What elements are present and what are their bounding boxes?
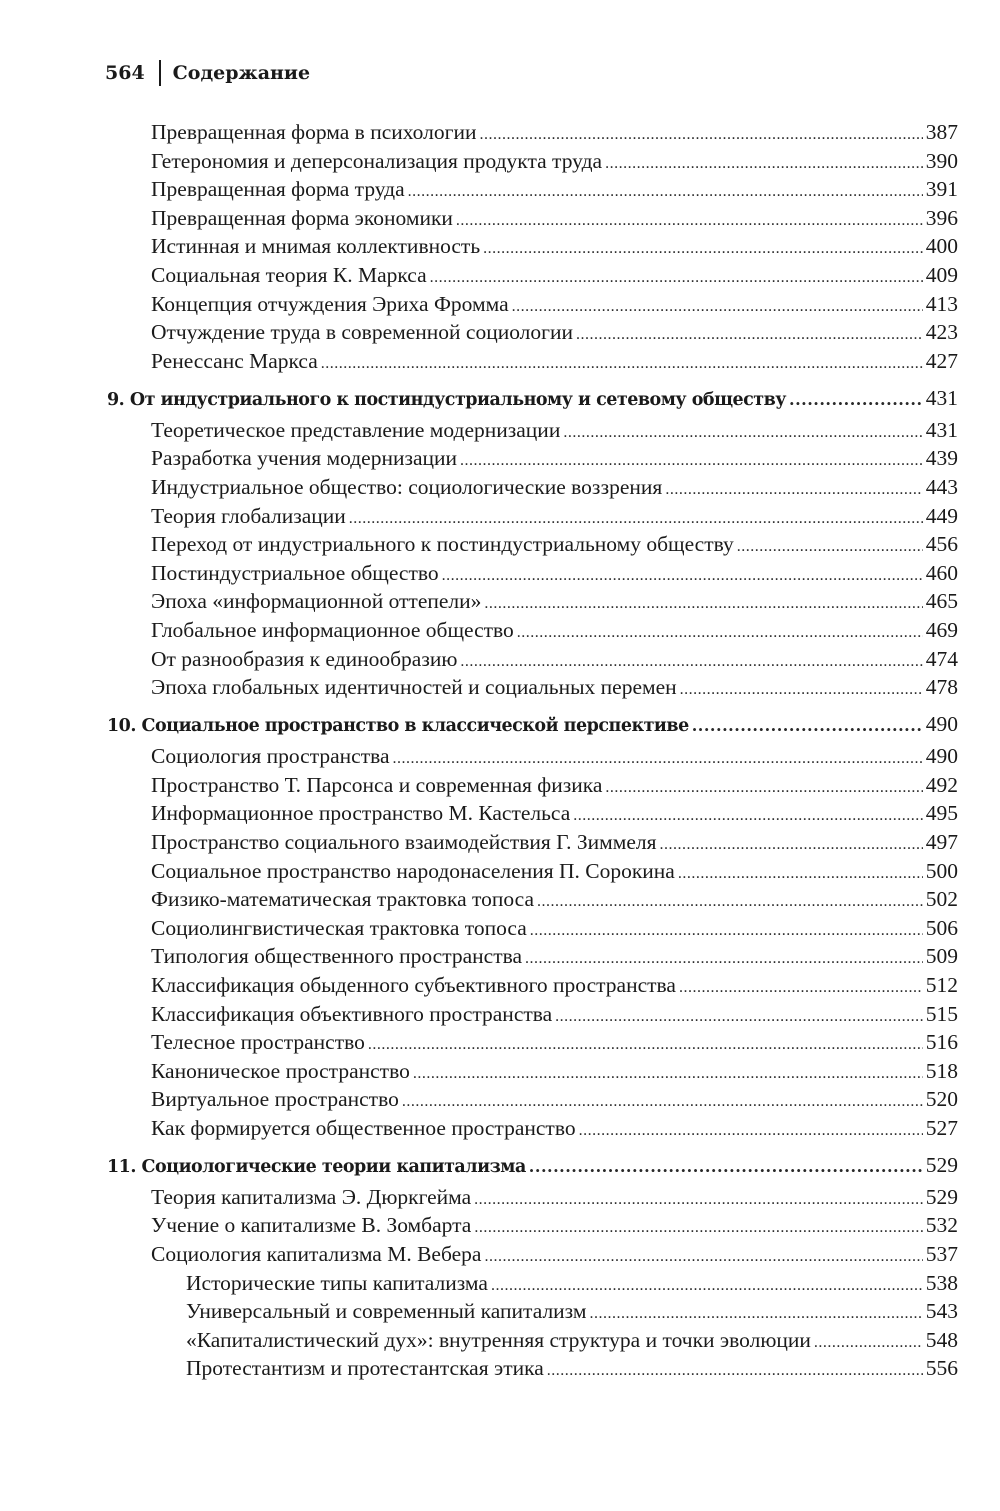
toc-entry-title: 10. Социальное пространство в классической перспективе [107,716,689,736]
toc-entry [151,942,958,973]
toc-entry-title: Теория глобализации [151,504,346,528]
toc-entry [151,616,958,647]
dot-leader [408,178,923,206]
dot-leader [430,264,923,292]
header-title: Содержание [172,62,311,84]
page-header [105,60,310,86]
toc-entry-title: Превращенная форма труда [151,177,405,201]
toc-entry [151,347,958,378]
dot-leader [789,386,923,414]
toc-entry-page: 423 [925,320,958,344]
dot-leader [525,945,923,973]
toc-entry-title: Социальное пространство народонаселения П. Сорокина [151,859,675,883]
dot-leader [484,1243,922,1271]
toc-entry [151,232,958,263]
toc-entry-title: Истинная и мнимая коллективность [151,234,481,258]
toc-entry-title: Протестантизм и протестантская этика [186,1356,544,1380]
toc-entry [151,290,958,321]
toc-entry-page: 548 [925,1328,958,1352]
toc-entry-page: 413 [925,292,958,316]
toc-entry-title: Разработка учения модернизации [151,446,458,470]
toc-entry-title: Классификация объективного пространства [151,1002,553,1026]
dot-leader [605,774,922,802]
dot-leader [679,974,923,1002]
dot-leader [814,1329,923,1357]
toc-entry-page: 538 [925,1271,958,1295]
dot-leader [474,1214,922,1242]
dot-leader [321,350,923,378]
dot-leader [547,1357,923,1385]
dot-leader [442,562,923,590]
toc-entry-page: 556 [925,1356,958,1380]
dot-leader [349,505,923,533]
toc-entry-title: «Капиталистический дух»: внутренняя структура и точки эволюции [186,1328,811,1352]
toc-entry [186,1297,958,1328]
toc-entry-title: Физико-математическая трактовка топоса [151,887,535,911]
toc-entry-title: Гетерономия и деперсонализация продукта труда [151,149,603,173]
toc-entry-title: Ренессанс Маркса [151,349,318,373]
toc-entry-title: Постиндустриальное общество [151,561,439,585]
dot-leader [512,293,923,321]
dot-leader [563,419,922,447]
toc-entry-title: Отчуждение труда в современной социологии [151,320,573,344]
toc-entry-title: Индустриальное общество: социологические воззрения [151,475,663,499]
dot-leader [456,207,923,235]
toc-entry [151,118,958,149]
toc-entry-title: Пространство Т. Парсонса и современная физика [151,773,603,797]
toc-entry-title: Социология пространства [151,744,390,768]
toc-entry [151,645,958,676]
toc-entry [151,885,958,916]
toc-entry [151,175,958,206]
toc-entry [151,1114,958,1145]
toc-entry [151,530,958,561]
toc-entry [151,559,958,590]
toc-entry-title: 9. От индустриального к постиндустриальному и сетевому обществу [107,390,786,410]
toc-entry [151,1211,958,1242]
dot-leader [737,533,923,561]
toc-entry-page: 515 [925,1002,958,1026]
toc-entry [151,828,958,859]
toc-chapter-entry [107,1151,958,1181]
toc-entry-page: 506 [925,916,958,940]
toc-entry [151,1085,958,1116]
toc-entry-title: Переход от индустриального к постиндустриальному обществу [151,532,734,556]
dot-leader [402,1088,923,1116]
dot-leader [460,648,922,676]
toc-entry [151,1028,958,1059]
toc-entry-title: Информационное пространство М. Кастельса [151,801,571,825]
dot-leader [529,1153,923,1181]
toc-entry [151,971,958,1002]
toc-entry-page: 516 [925,1030,958,1054]
toc-entry-title: Типология общественного пространства [151,944,523,968]
toc-chapter-entry [107,384,958,414]
toc-entry-page: 390 [925,149,958,173]
toc-entry-title: Учение о капитализме В. Зомбарта [151,1213,472,1237]
toc-entry-title: Эпоха «информационной оттепели» [151,589,482,613]
toc-entry-title: Как формируется общественное пространство [151,1116,576,1140]
toc-entry-title: Исторические типы капитализма [186,1271,488,1295]
toc-entry [151,473,958,504]
dot-leader [413,1060,923,1088]
toc-entry-page: 469 [925,618,958,642]
toc-entry-page: 495 [925,801,958,825]
toc-entry-title: Универсальный и современный капитализм [186,1299,587,1323]
toc-entry-page: 520 [925,1087,958,1111]
dot-leader [484,590,922,618]
toc-entry-page: 529 [925,1153,958,1177]
toc-entry [151,857,958,888]
toc-entry [151,318,958,349]
toc-entry-page: 387 [925,120,958,144]
toc-entry-page: 460 [925,561,958,585]
dot-leader [680,676,923,704]
header-divider [159,60,161,86]
dot-leader [460,447,923,475]
dot-leader [579,1117,923,1145]
toc-entry-page: 396 [925,206,958,230]
toc-entry-page: 529 [925,1185,958,1209]
toc-entry-title: Теоретическое представление модернизации [151,418,561,442]
toc-entry [151,1000,958,1031]
dot-leader [692,712,923,740]
toc-entry [151,204,958,235]
toc-entry [151,914,958,945]
toc-entry-title: Телесное пространство [151,1030,365,1054]
toc-entry-title: Эпоха глобальных идентичностей и социальных перемен [151,675,677,699]
dot-leader [393,745,923,773]
toc-entry-title: 11. Социологические теории капитализма [107,1157,526,1177]
toc-entry-page: 532 [925,1213,958,1237]
toc-entry-page: 497 [925,830,958,854]
dot-leader [678,860,923,888]
toc-entry-title: Пространство социального взаимодействия Г. Зиммеля [151,830,657,854]
toc-entry-page: 502 [925,887,958,911]
toc-entry-title: От разнообразия к единообразию [151,647,458,671]
toc-entry-page: 427 [925,349,958,373]
toc-entry-title: Теория капитализма Э. Дюркгейма [151,1185,472,1209]
toc-entry-page: 400 [925,234,958,258]
dot-leader [576,321,923,349]
toc-entry-page: 518 [925,1059,958,1083]
dot-leader [573,802,922,830]
toc-entry [151,673,958,704]
toc-entry-page: 500 [925,859,958,883]
toc-entry-page: 490 [925,712,958,736]
toc-entry [186,1269,958,1300]
toc-entry [151,416,958,447]
toc-entry [151,1183,958,1214]
toc-entry-page: 512 [925,973,958,997]
toc-entry [151,444,958,475]
toc-entry-page: 537 [925,1242,958,1266]
toc-entry-page: 490 [925,744,958,768]
dot-leader [665,476,922,504]
dot-leader [491,1272,923,1300]
toc-entry-title: Превращенная форма в психологии [151,120,477,144]
toc-entry-title: Превращенная форма экономики [151,206,453,230]
dot-leader [368,1031,923,1059]
dot-leader [660,831,923,859]
dot-leader [555,1003,923,1031]
dot-leader [479,121,922,149]
toc-entry-page: 391 [925,177,958,201]
toc-entry-page: 465 [925,589,958,613]
toc-entry-page: 449 [925,504,958,528]
toc-entry-title: Глобальное информационное общество [151,618,514,642]
toc-entry-page: 439 [925,446,958,470]
toc-entry-page: 543 [925,1299,958,1323]
toc-entry-page: 509 [925,944,958,968]
toc-entry [151,771,958,802]
toc-entry [186,1326,958,1357]
toc-entry-page: 431 [925,386,958,410]
toc-entry [151,261,958,292]
toc-entry [151,1057,958,1088]
toc-entry-page: 478 [925,675,958,699]
dot-leader [605,150,923,178]
toc-entry-page: 492 [925,773,958,797]
toc-entry [151,587,958,618]
dot-leader [537,888,923,916]
toc-entry-title: Социолингвистическая трактовка топоса [151,916,527,940]
toc-entry [151,1240,958,1271]
toc-entry-page: 443 [925,475,958,499]
dot-leader [589,1300,922,1328]
dot-leader [483,235,923,263]
toc-entry-page: 409 [925,263,958,287]
toc-entry-page: 456 [925,532,958,556]
toc-chapter-entry [107,710,958,740]
toc-entry-title: Социология капитализма М. Вебера [151,1242,482,1266]
toc-entry [151,799,958,830]
dot-leader [517,619,923,647]
toc-entry [186,1354,958,1385]
toc-entry-page: 474 [925,647,958,671]
toc-entry-title: Концепция отчуждения Эриха Фромма [151,292,509,316]
page-number: 564 [105,62,145,84]
toc-entry-title: Каноническое пространство [151,1059,410,1083]
toc-entry [151,502,958,533]
toc-entry-page: 527 [925,1116,958,1140]
toc-entry [151,147,958,178]
toc-entry-title: Социальная теория К. Маркса [151,263,427,287]
dot-leader [530,917,923,945]
toc-entry-title: Виртуальное пространство [151,1087,399,1111]
toc-entry [151,742,958,773]
toc-entry-title: Классификация обыденного субъективного пространства [151,973,676,997]
toc-entry-page: 431 [925,418,958,442]
dot-leader [474,1186,923,1214]
